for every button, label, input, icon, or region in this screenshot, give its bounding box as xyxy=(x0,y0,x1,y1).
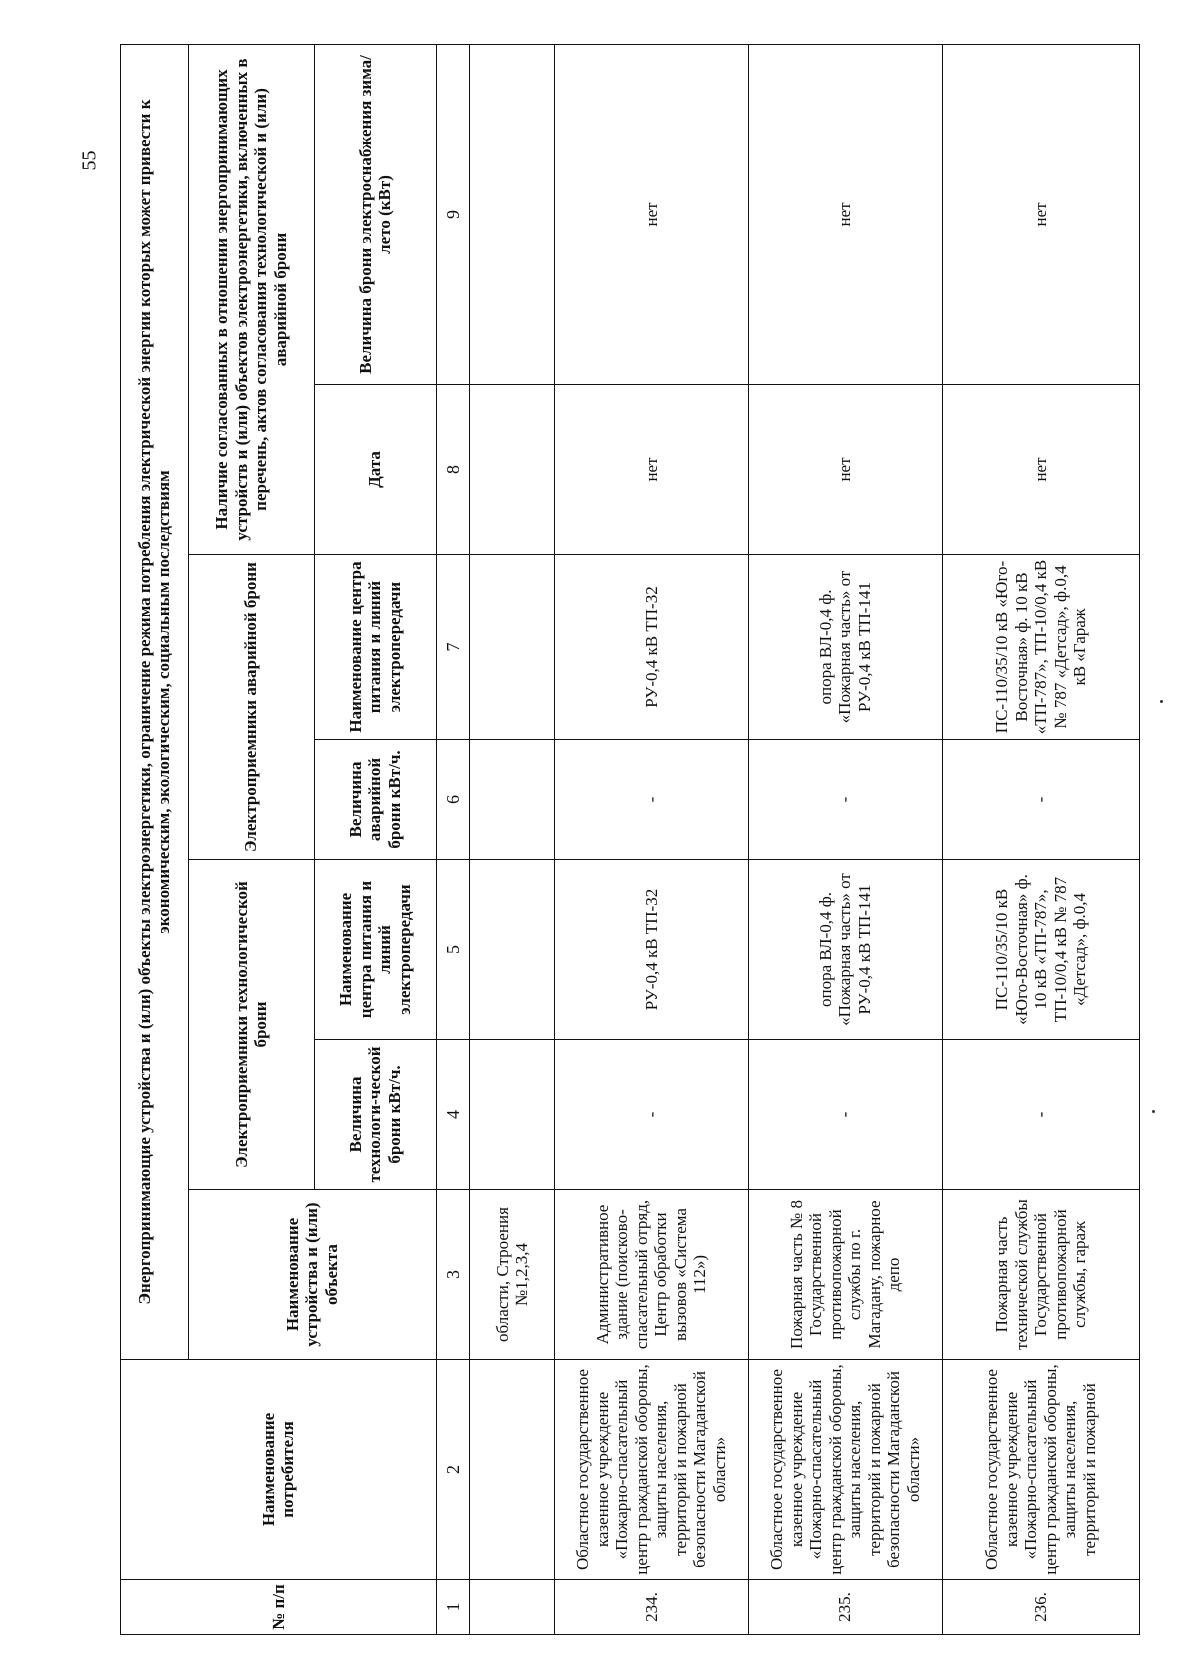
row-emerg-value xyxy=(470,740,555,860)
row-consumer: Областное государственное казенное учреждение «Пожарно-спасательный центр гражданской обороны, защиты населения, территорий и пожарной безопасности Магаданской области» xyxy=(748,1360,942,1580)
header-num: № п/п xyxy=(121,1580,437,1635)
row-device: Пожарная часть технической службы Государственной противопожарной службы, гараж xyxy=(942,1190,1139,1360)
row-device: Административное здание (поисково-спасательный отряд, Центр обработки вызовов «Система 112») xyxy=(554,1190,748,1360)
row-tech-value: - xyxy=(942,1040,1139,1190)
row-tech-center: ПС-110/35/10 кВ «Юго-Восточная» ф. 10 кВ «ТП-787», ТП-10/0,4 кВ № 787 «Детсад», ф.0,4 xyxy=(942,860,1139,1040)
row-num xyxy=(470,1580,555,1635)
row-date: нет xyxy=(554,385,748,555)
row-emerg-value: - xyxy=(748,740,942,860)
row-tech-value: - xyxy=(554,1040,748,1190)
page-number: 55 xyxy=(78,150,101,170)
row-tech-center xyxy=(470,860,555,1040)
header-agree-group: Наличие согласованных в отношении энергопринимающих устройств и (или) объектов электроэнергетики, включенных в перечень, актов согласования технологической и (или) аварийной брони xyxy=(188,44,314,554)
row-emerg-value: - xyxy=(554,740,748,860)
header-tech-group: Электроприемники технологической брони xyxy=(188,860,314,1190)
scan-speck xyxy=(1152,1110,1155,1113)
col-number: 9 xyxy=(436,44,470,384)
data-table xyxy=(120,44,1140,1635)
table-row xyxy=(554,44,748,1634)
row-consumer: Областное государственное казенное учреждение «Пожарно-спасательный центр гражданской обороны, защиты населения, территорий и пожарной xyxy=(942,1360,1139,1580)
row-reserve xyxy=(470,44,555,384)
row-consumer: Областное государственное казенное учреждение «Пожарно-спасательный центр гражданской обороны, защиты населения, территорий и пожарной безопасности Магаданской области» xyxy=(554,1360,748,1580)
row-reserve: нет xyxy=(748,44,942,384)
row-reserve: нет xyxy=(554,44,748,384)
header-date: Дата xyxy=(314,385,436,555)
row-date: нет xyxy=(942,385,1139,555)
table-row xyxy=(748,44,942,1634)
row-emerg-center xyxy=(470,555,555,740)
header-tech-center: Наименование центра питания и линий электропередачи xyxy=(314,860,436,1040)
row-date xyxy=(470,385,555,555)
header-consumer: Наименование потребителя xyxy=(121,1360,437,1580)
row-tech-center: РУ-0,4 кВ ТП-32 xyxy=(554,860,748,1040)
row-emerg-center: ПС-110/35/10 кВ «Юго-Восточная» ф. 10 кВ «ТП-787», ТП-10/0,4 кВ № 787 «Детсад», ф.0,4 кВ «Гараж xyxy=(942,555,1139,740)
page-number-box xyxy=(60,60,120,260)
header-main: Энергопринимающие устройства и (или) объекты электроэнергетики, ограничение режима потребления электрической энергии которых может привести к экономическим, экологическим, социальным последствиям xyxy=(121,44,189,1359)
col-number: 6 xyxy=(436,740,470,860)
col-number: 2 xyxy=(436,1360,470,1580)
col-number: 7 xyxy=(436,555,470,740)
col-number: 3 xyxy=(436,1190,470,1360)
row-device: Пожарная часть № 8 Государственной противопожарной службы по г. Магадану, пожарное депо xyxy=(748,1190,942,1360)
row-tech-value: - xyxy=(748,1040,942,1190)
row-tech-value xyxy=(470,1040,555,1190)
header-reserve: Величина брони электроснабжения зима/лето (кВт) xyxy=(314,44,436,384)
row-tech-center: опора ВЛ-0,4 ф. «Пожарная часть» от РУ-0,4 кВ ТП-141 xyxy=(748,860,942,1040)
scan-speck xyxy=(1160,700,1163,703)
row-emerg-center: РУ-0,4 кВ ТП-32 xyxy=(554,555,748,740)
col-number: 4 xyxy=(436,1040,470,1190)
column-number-row xyxy=(436,44,470,1634)
table-row xyxy=(470,44,555,1634)
header-emerg-group: Электроприемники аварийной брони xyxy=(188,555,314,860)
row-num: 234. xyxy=(554,1580,748,1635)
row-emerg-value: - xyxy=(942,740,1139,860)
table-row xyxy=(942,44,1139,1634)
rotated-table-container xyxy=(120,45,1140,1635)
header-device: Наименование устройства и (или) объекта xyxy=(188,1190,436,1360)
header-emerg-center: Наименование центра питания и линий электропередачи xyxy=(314,555,436,740)
col-number: 1 xyxy=(436,1580,470,1635)
header-emerg-value: Величина аварийной брони кВт/ч. xyxy=(314,740,436,860)
row-reserve: нет xyxy=(942,44,1139,384)
row-date: нет xyxy=(748,385,942,555)
row-num: 236. xyxy=(942,1580,1139,1635)
col-number: 5 xyxy=(436,860,470,1040)
row-num: 235. xyxy=(748,1580,942,1635)
row-consumer xyxy=(470,1360,555,1580)
col-number: 8 xyxy=(436,385,470,555)
row-device: области, Строения №1,2,3,4 xyxy=(470,1190,555,1360)
header-tech-value: Величина технологи-ческой брони кВт/ч. xyxy=(314,1040,436,1190)
row-emerg-center: опора ВЛ-0,4 ф. «Пожарная часть» от РУ-0,4 кВ ТП-141 xyxy=(748,555,942,740)
